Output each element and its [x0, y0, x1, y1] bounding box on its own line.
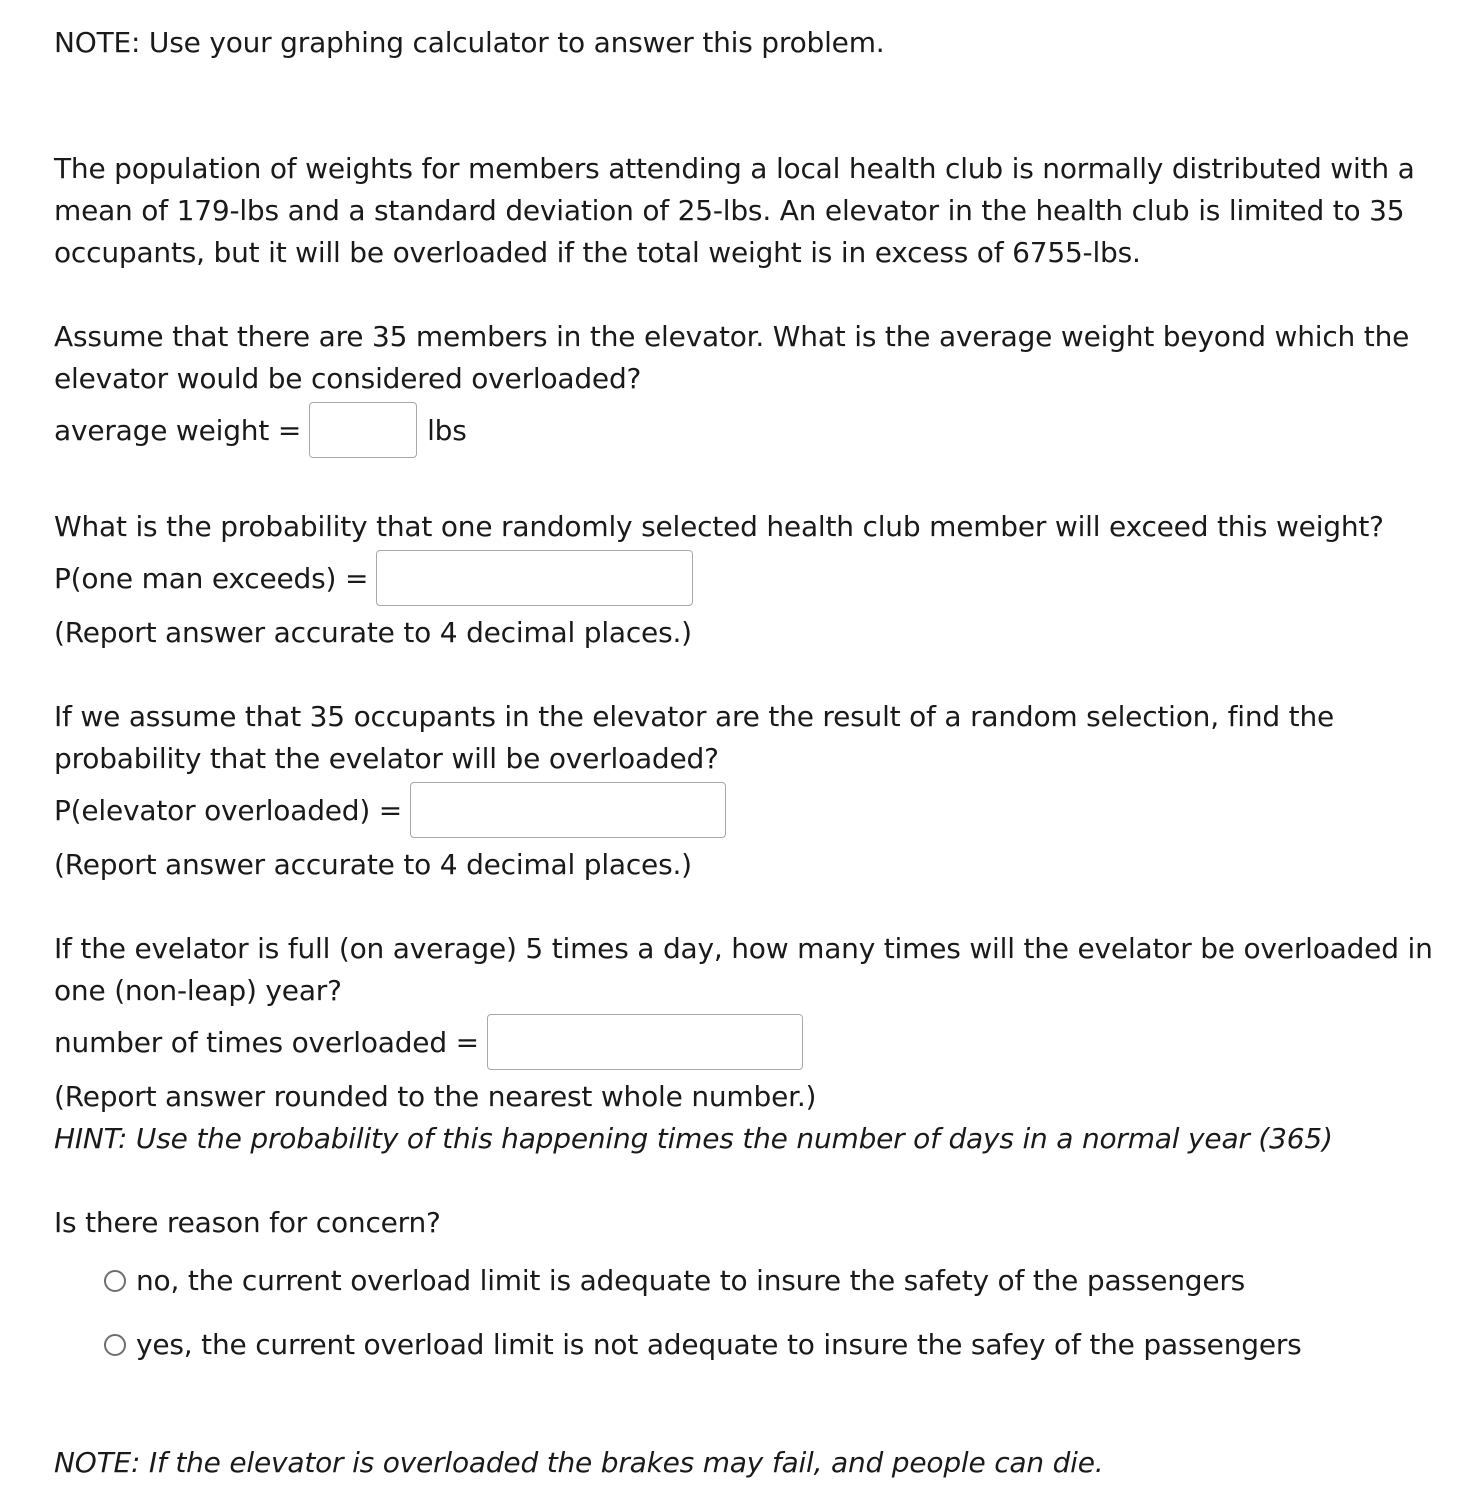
radio-button-no[interactable] — [104, 1270, 126, 1292]
q4-label: number of times overloaded = — [54, 1025, 479, 1059]
q3-label: P(elevator overloaded) = — [54, 793, 403, 827]
q1-answer-row — [54, 402, 467, 458]
q2-label: P(one man exceeds) = — [54, 561, 369, 595]
q3-line-2: probability that the evelator will be overloaded? — [54, 742, 719, 775]
note-top: NOTE: Use your graphing calculator to answer this problem. — [54, 26, 885, 59]
q3-line-1: If we assume that 35 occupants in the elevator are the result of a random selection, find the — [54, 700, 1335, 733]
p-elevator-overloaded-input[interactable] — [410, 782, 726, 838]
q4-hint: HINT: Use the probability of this happening times the number of days in a normal year (365) — [54, 1122, 1333, 1155]
q1-line-1: Assume that there are 35 members in the elevator. What is the average weight beyond which the — [54, 320, 1410, 353]
concern-option-no[interactable] — [104, 1264, 1245, 1297]
q1-label: average weight = — [54, 413, 302, 447]
intro-line-1: The population of weights for members attending a local health club is normally distributed with a — [54, 152, 1415, 185]
p-one-man-exceeds-input[interactable] — [376, 550, 693, 606]
q2-note: (Report answer accurate to 4 decimal places.) — [54, 616, 692, 649]
q3-answer-row — [54, 782, 726, 838]
concern-option-yes[interactable] — [104, 1328, 1302, 1361]
q1-unit: lbs — [427, 413, 467, 447]
q2-answer-row — [54, 550, 693, 606]
q3-note: (Report answer accurate to 4 decimal places.) — [54, 848, 692, 881]
q4-answer-row — [54, 1014, 803, 1070]
average-weight-input[interactable] — [309, 402, 417, 458]
intro-line-3: occupants, but it will be overloaded if the total weight is in excess of 6755-lbs. — [54, 236, 1141, 269]
radio-button-yes[interactable] — [104, 1334, 126, 1356]
q1-line-2: elevator would be considered overloaded? — [54, 362, 642, 395]
intro-line-2: mean of 179-lbs and a standard deviation of 25-lbs. An elevator in the health club is limited to 35 — [54, 194, 1405, 227]
q2-line-1: What is the probability that one randomly selected health club member will exceed this weight? — [54, 510, 1384, 543]
note-bottom: NOTE: If the elevator is overloaded the brakes may fail, and people can die. — [54, 1446, 1104, 1479]
q5-question: Is there reason for concern? — [54, 1206, 441, 1239]
concern-option-yes-label: yes, the current overload limit is not adequate to insure the safey of the passengers — [136, 1328, 1302, 1361]
q4-line-2: one (non-leap) year? — [54, 974, 342, 1007]
concern-option-no-label: no, the current overload limit is adequate to insure the safety of the passengers — [136, 1264, 1246, 1297]
times-overloaded-input[interactable] — [487, 1014, 803, 1070]
q4-note: (Report answer rounded to the nearest whole number.) — [54, 1080, 817, 1113]
q4-line-1: If the evelator is full (on average) 5 times a day, how many times will the evelator be overloaded in — [54, 932, 1433, 965]
